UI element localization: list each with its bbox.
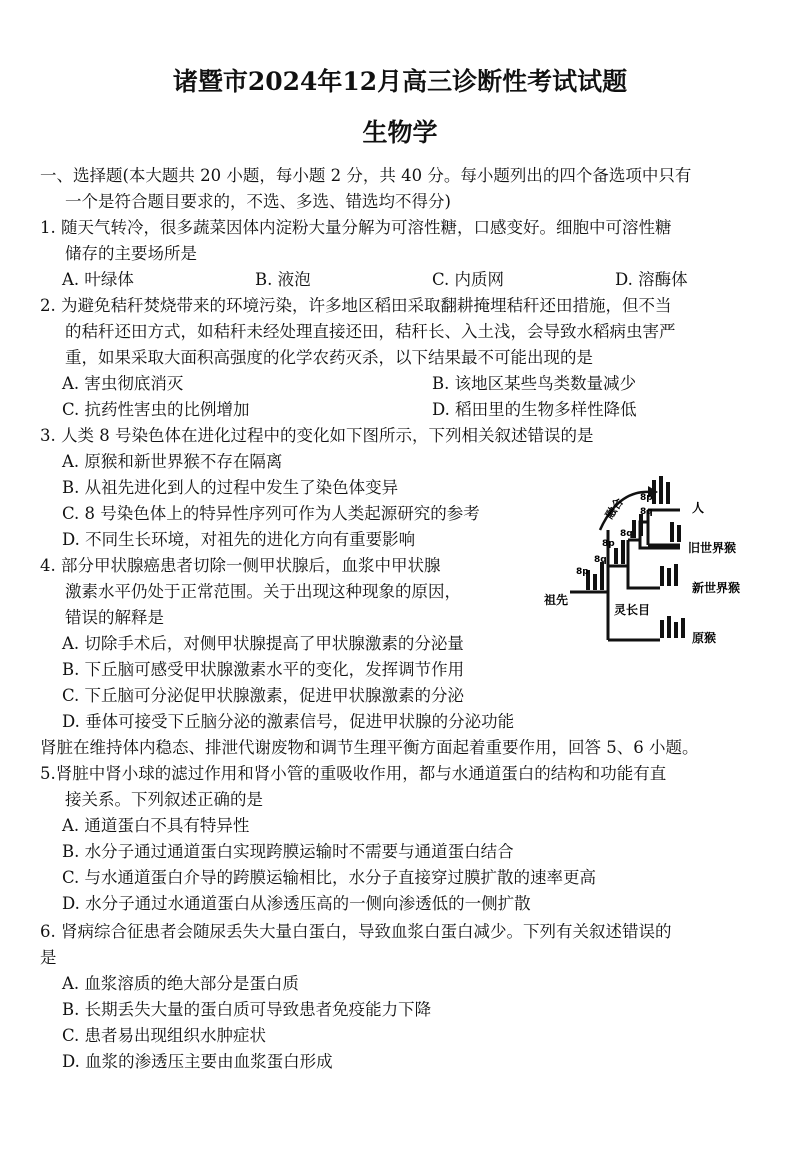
q6-option-d: D. 血浆的渗透压主要由血浆蛋白形成 xyxy=(62,1052,333,1071)
label-8q-old: 8q xyxy=(620,529,633,539)
q3-stem: 3. 人类 8 号染色体在进化过程中的变化如下图所示，下列相关叙述错误的是 xyxy=(40,426,594,445)
label-8q-ancestor: 8q xyxy=(594,555,607,565)
q4-stem-line2: 激素水平仍处于正常范围。关于出现这种现象的原因， xyxy=(65,582,461,601)
q2-option-b: B. 该地区某些鸟类数量减少 xyxy=(432,374,637,393)
q5-option-a: A. 通道蛋白不具有特异性 xyxy=(62,816,250,835)
q6-stem-line1: 6. 肾病综合征患者会随尿丢失大量白蛋白，导致血浆白蛋白减少。下列有关叙述错误的 xyxy=(40,922,672,941)
intro-q5-q6: 肾脏在维持体内稳态、排泄代谢废物和调节生理平衡方面起着重要作用，回答 5、6 小题。 xyxy=(40,738,699,757)
q4-stem-line3: 错误的解释是 xyxy=(65,608,164,627)
q2-option-d: D. 稻田里的生物多样性降低 xyxy=(432,400,637,419)
q1-option-c: C. 内质网 xyxy=(432,270,505,289)
section-instructions-line2: 一个是符合题目要求的，不选、多选、错选均不得分) xyxy=(65,192,451,211)
q3-option-a: A. 原猴和新世界猴不存在隔离 xyxy=(62,452,283,471)
q6-option-a: A. 血浆溶质的绝大部分是蛋白质 xyxy=(62,974,299,993)
q1-stem-line1: 1. 随天气转冷，很多蔬菜因体内淀粉大量分解为可溶性糖，口感变好。细胞中可溶性糖 xyxy=(40,218,672,237)
q5-option-b: B. 水分子通过通道蛋白实现跨膜运输时不需要与通道蛋白结合 xyxy=(62,842,514,861)
q6-option-b: B. 长期丢失大量的蛋白质可导致患者免疫能力下降 xyxy=(62,1000,432,1019)
label-old-world-monkey: 旧世界猴 xyxy=(688,541,737,555)
label-8p-human: 8p xyxy=(640,493,653,503)
q4-option-d: D. 垂体可接受下丘脑分泌的激素信号，促进甲状腺的分泌功能 xyxy=(62,712,515,731)
label-8q-human: 8q xyxy=(640,507,653,517)
label-8p-ancestor: 8p xyxy=(576,567,589,577)
label-human: 人 xyxy=(692,501,705,515)
q3-option-c: C. 8 号染色体上的特异性序列可作为人类起源研究的参考 xyxy=(62,504,480,523)
label-8p-primate: 8p xyxy=(602,539,615,549)
q2-stem-line3: 重，如果采取大面积高强度的化学农药灭杀，以下结果最不可能出现的是 xyxy=(65,348,593,367)
label-primates: 灵长目 xyxy=(614,603,651,617)
q2-option-a: A. 害虫彻底消灭 xyxy=(62,374,184,393)
q5-option-d: D. 水分子通过水通道蛋白从渗透压高的一侧向渗透低的一侧扩散 xyxy=(62,894,531,913)
q5-stem-line1: 5.肾脏中肾小球的滤过作用和肾小管的重吸收作用，都与水通道蛋白的结构和功能有直 xyxy=(40,764,667,783)
chromosome-evolution-figure xyxy=(540,470,790,655)
q3-option-b: B. 从祖先进化到人的过程中发生了染色体变异 xyxy=(62,478,399,497)
q1-option-d: D. 溶酶体 xyxy=(615,270,688,289)
q2-stem-line1: 2. 为避免秸秆焚烧带来的环境污染，许多地区稻田采取翻耕掩埋秸秆还田措施，但不当 xyxy=(40,296,672,315)
q4-stem-line1: 4. 部分甲状腺癌患者切除一侧甲状腺后，血浆中甲状腺 xyxy=(40,556,441,575)
q4-option-b: B. 下丘脑可感受甲状腺激素水平的变化，发挥调节作用 xyxy=(62,660,465,679)
section-instructions-line1: 一、选择题(本大题共 20 小题，每小题 2 分，共 40 分。每小题列出的四个备选项中只有 xyxy=(40,166,692,185)
label-ancestor: 祖先 xyxy=(544,593,569,607)
q4-option-c: C. 下丘脑可分泌促甲状腺激素，促进甲状腺激素的分泌 xyxy=(62,686,465,705)
q3-option-d: D. 不同生长环境，对祖先的进化方向有重要影响 xyxy=(62,530,416,549)
label-prosimian: 原猴 xyxy=(692,631,717,645)
q2-stem-line2: 的秸秆还田方式，如秸秆未经处理直接还田，秸秆长、入土浅，会导致水稻病虫害严 xyxy=(65,322,676,341)
label-fusion: 融合 xyxy=(602,495,627,522)
q6-option-c: C. 患者易出现组织水肿症状 xyxy=(62,1026,267,1045)
q2-option-c: C. 抗药性害虫的比例增加 xyxy=(62,400,250,419)
q5-option-c: C. 与水通道蛋白介导的跨膜运输相比，水分子直接穿过膜扩散的速率更高 xyxy=(62,868,597,887)
q1-option-b: B. 液泡 xyxy=(255,270,311,289)
q6-stem-line2: 是 xyxy=(40,948,57,967)
label-new-world-monkey: 新世界猴 xyxy=(692,581,741,595)
q1-option-a: A. 叶绿体 xyxy=(62,270,134,289)
q5-stem-line2: 接关系。下列叙述正确的是 xyxy=(65,790,263,809)
q4-option-a: A. 切除手术后，对侧甲状腺提高了甲状腺激素的分泌量 xyxy=(62,634,464,653)
q1-stem-line2: 储存的主要场所是 xyxy=(65,244,197,263)
page-title: 诸暨市2024年12月高三诊断性考试试题 xyxy=(172,67,628,96)
subject-title: 生物学 xyxy=(362,118,438,147)
